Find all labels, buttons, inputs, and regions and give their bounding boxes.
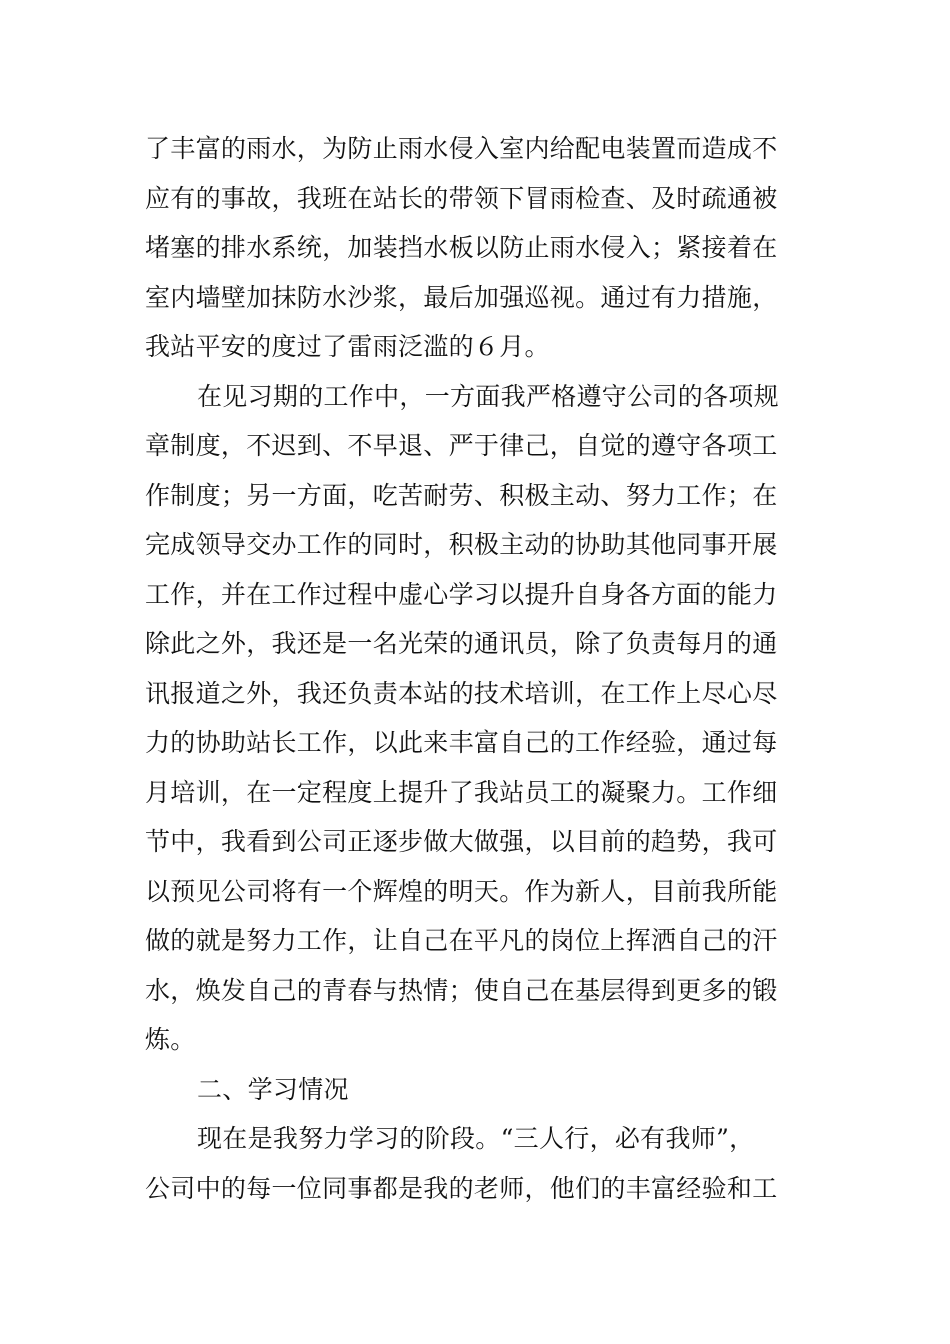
document-body: [145, 124, 810, 1213]
text-line: 完成领导交办工作的同时，积极主动的协助其他同事开展: [145, 530, 778, 559]
text-line: 月培训，在一定程度上提升了我站员工的凝聚力。工作细: [145, 777, 778, 807]
text-line: 工作，并在工作过程中虚心学习以提升自身各方面的能力: [145, 579, 778, 609]
text-line: 应有的事故，我班在站长的带领下冒雨检查、及时疏通被: [145, 183, 778, 213]
text-line: 以预见公司将有一个辉煌的明天。作为新人，目前我所能: [145, 876, 778, 906]
paragraph-first-line: 在见习期的工作中，一方面我严格遵守公司的各项规: [197, 381, 779, 411]
text-line: 讯报道之外，我还负责本站的技术培训，在工作上尽心尽: [145, 678, 778, 708]
text-line: 章制度，不迟到、不早退、严于律己，自觉的遵守各项工: [145, 431, 778, 460]
text-line: 我站平安的度过了雷雨泛滥的６月。: [145, 332, 550, 361]
text-line: 做的就是努力工作，让自己在平凡的岗位上挥洒自己的汗: [145, 926, 778, 955]
text-line: 节中，我看到公司正逐步做大做强，以目前的趋势，我可: [145, 827, 778, 856]
text-line: 堵塞的排水系统，加装挡水板以防止雨水侵入；紧接着在: [145, 233, 778, 262]
text-line: 水，焕发自己的青春与热情；使自己在基层得到更多的锻: [145, 975, 778, 1005]
paragraph-first-line: 现在是我努力学习的阶段。“三人行，必有我师”，: [197, 1124, 755, 1153]
text-line: 力的协助站长工作，以此来丰富自己的工作经验，通过每: [145, 728, 778, 757]
text-line: 作制度；另一方面，吃苦耐劳、积极主动、努力工作；在: [145, 480, 778, 510]
text-line: 除此之外，我还是一名光荣的通讯员，除了负责每月的通: [145, 629, 778, 658]
text-line: 公司中的每一位同事都是我的老师，他们的丰富经验和工: [145, 1173, 778, 1203]
text-line: 室内墙壁加抹防水沙浆，最后加强巡视。通过有力措施，: [145, 282, 778, 312]
section-heading: 二、学习情况: [197, 1074, 349, 1104]
text-line: 了丰富的雨水，为防止雨水侵入室内给配电装置而造成不: [145, 134, 778, 163]
text-line: 炼。: [145, 1025, 196, 1054]
